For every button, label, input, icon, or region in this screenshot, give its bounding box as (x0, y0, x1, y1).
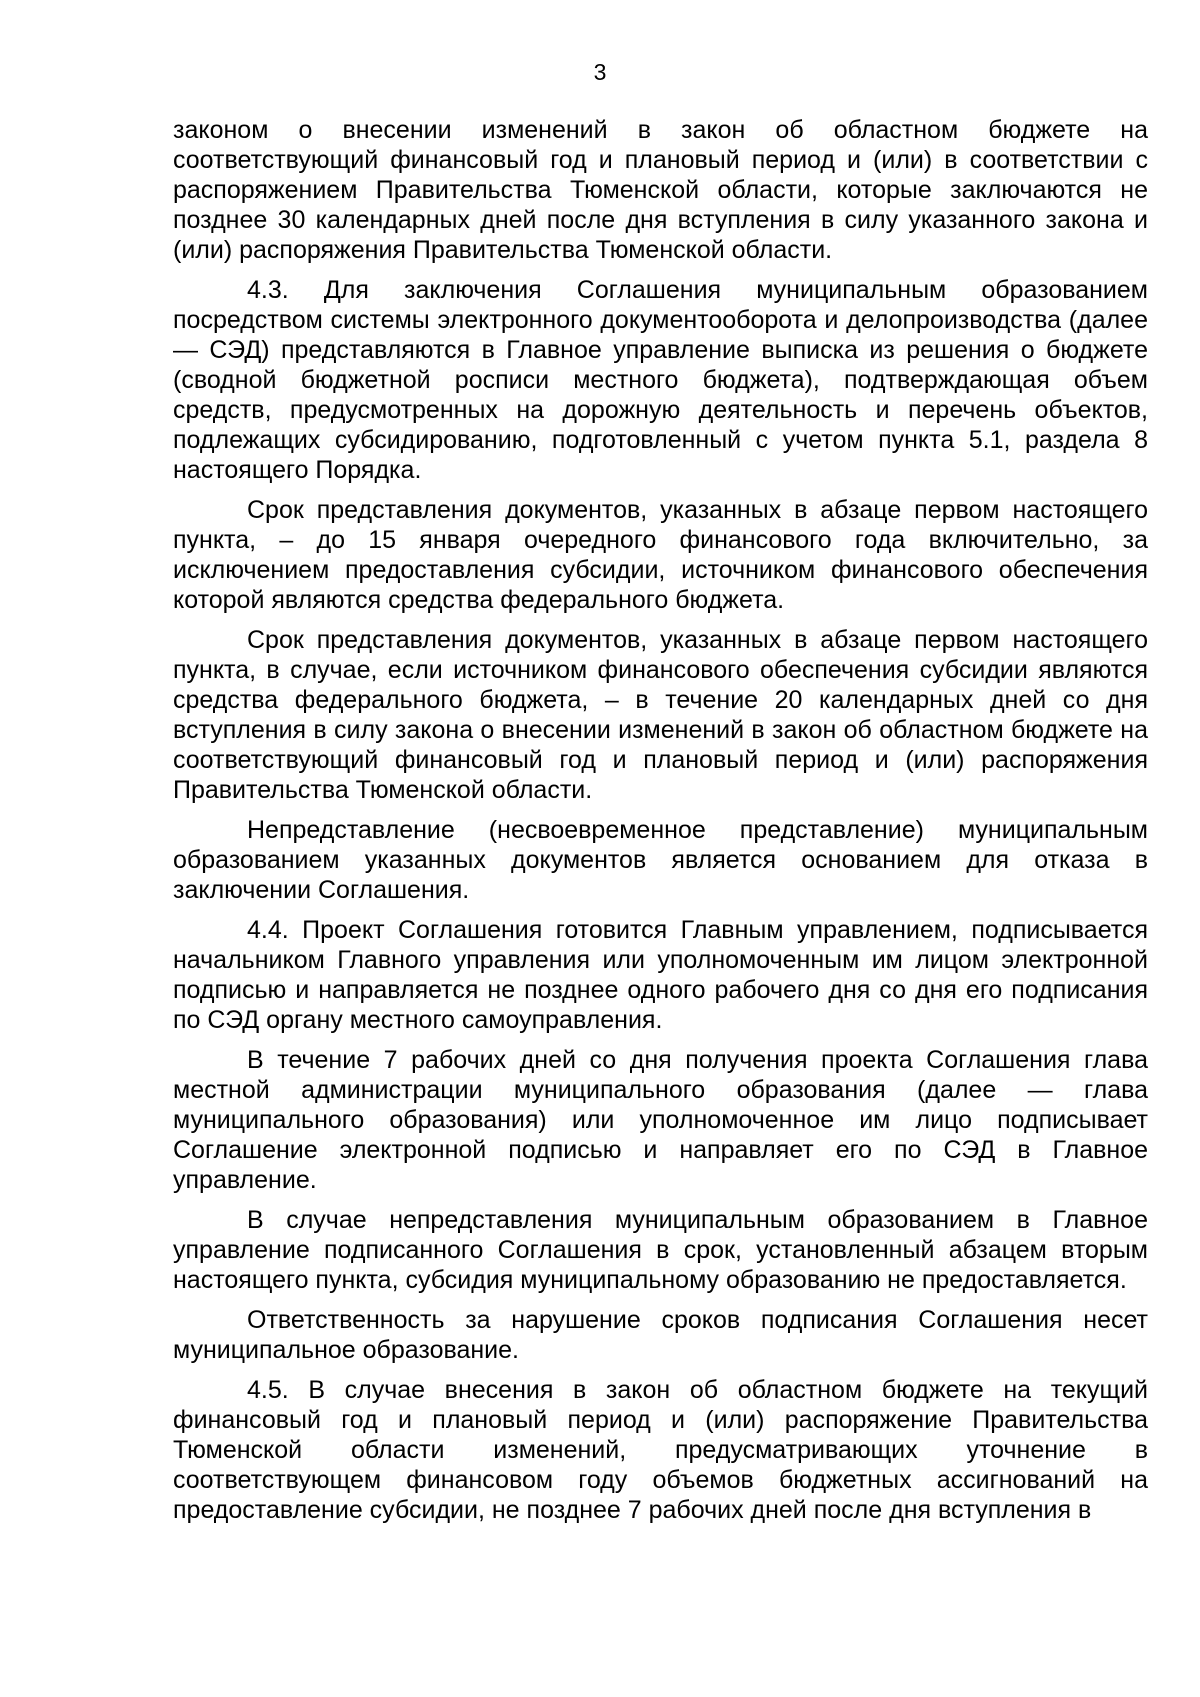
paragraph-signing-term: В течение 7 рабочих дней со дня получения проекта Соглашения глава местной администрации муниципального образования (далее — глава муниципального образования) или уполномоченное им лицо подписывает Соглашение электронной подписью и направляет его по СЭД в Главное управление. (173, 1046, 1148, 1194)
document-body (173, 115, 1148, 1535)
paragraph-non-submission: Непредставление (несвоевременное представление) муниципальным образованием указанных документов является основанием для отказа в заключении Соглашения. (173, 816, 1148, 904)
paragraph-subsidy-denial: В случае непредставления муниципальным образованием в Главное управление подписанного Соглашения в срок, установленный абзацем вторым настоящего пункта, субсидия муниципальному образованию не предоставляется. (173, 1206, 1148, 1294)
paragraph-deadline-federal: Срок представления документов, указанных в абзаце первом настоящего пункта, в случае, если источником финансового обеспечения субсидии являются средства федерального бюджета, – в течение 20 календарных дней со дня вступления в силу закона о внесении изменений в закон об областном бюджете на соответствующий финансовый год и плановый период и (или) распоряжения Правительства Тюменской области. (173, 626, 1148, 804)
paragraph-4-4: 4.4. Проект Соглашения готовится Главным управлением, подписывается начальником Главного управления или уполномоченным им лицом электронной подписью и направляется не позднее одного рабочего дня со дня его подписания по СЭД органу местного самоуправления. (173, 916, 1148, 1034)
paragraph-responsibility: Ответственность за нарушение сроков подписания Соглашения несет муниципальное образование. (173, 1306, 1148, 1364)
paragraph-deadline-regular: Срок представления документов, указанных в абзаце первом настоящего пункта, – до 15 января очередного финансового года включительно, за исключением предоставления субсидии, источником финансового обеспечения которой являются средства федерального бюджета. (173, 496, 1148, 614)
paragraph-4-5: 4.5. В случае внесения в закон об областном бюджете на текущий финансовый год и плановый период и (или) распоряжение Правительства Тюменской области изменений, предусматривающих уточнение в соответствующем финансовом году объемов бюджетных ассигнований на предоставление субсидии, не позднее 7 рабочих дней после дня вступления в (173, 1376, 1148, 1524)
page-number: 3 (593, 59, 607, 85)
paragraph-continuation: законом о внесении изменений в закон об областном бюджете на соответствующий финансовый год и плановый период и (или) в соответствии с распоряжением Правительства Тюменской области, которые заключаются не позднее 30 календарных дней после дня вступления в силу указанного закона и (или) распоряжения Правительства Тюменской области. (173, 116, 1148, 264)
paragraph-4-3: 4.3. Для заключения Соглашения муниципальным образованием посредством системы электронного документооборота и делопроизводства (далее — СЭД) представляются в Главное управление выписка из решения о бюджете (сводной бюджетной росписи местного бюджета), подтверждающая объем средств, предусмотренных на дорожную деятельность и перечень объектов, подлежащих субсидированию, подготовленный с учетом пункта 5.1, раздела 8 настоящего Порядка. (173, 276, 1148, 484)
